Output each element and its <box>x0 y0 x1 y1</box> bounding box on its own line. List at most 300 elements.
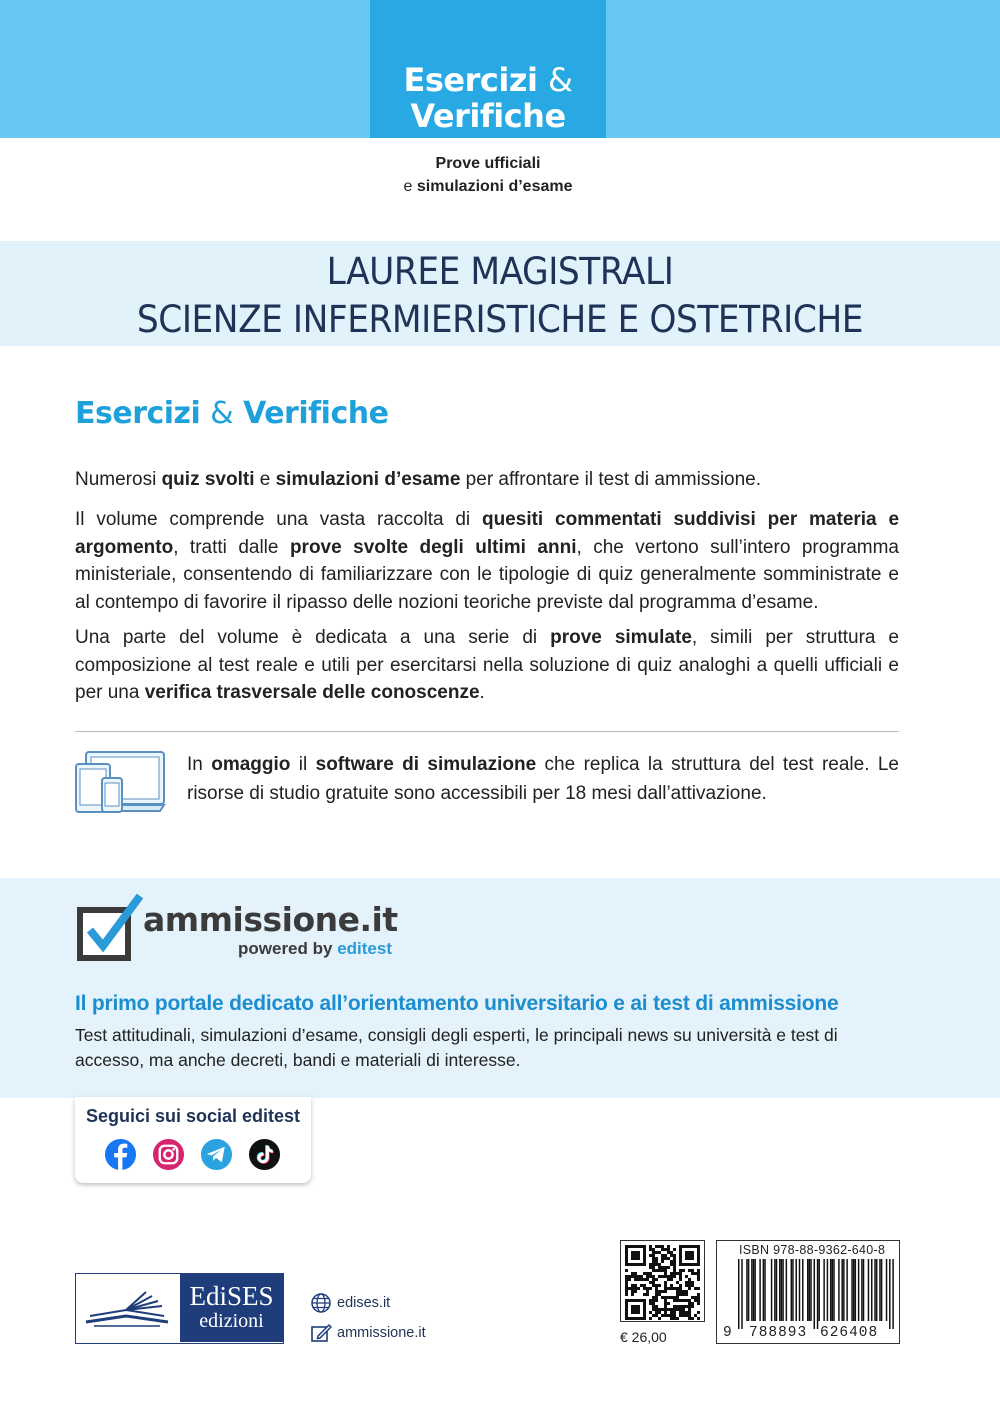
qr-module <box>682 1290 685 1293</box>
barcode-bar <box>861 1259 862 1321</box>
qr-module <box>661 1266 664 1269</box>
qr-module <box>670 1296 673 1299</box>
series-subtitle: Prove ufficiali e simulazioni d’esame <box>403 155 573 195</box>
qr-module <box>652 1260 655 1263</box>
devices-icon <box>74 750 166 814</box>
qr-module <box>655 1299 658 1302</box>
qr-module <box>682 1314 685 1317</box>
qr-module <box>658 1269 661 1272</box>
qr-module <box>676 1317 679 1320</box>
barcode-digit-0: 9 <box>723 1325 732 1341</box>
qr-module <box>688 1269 691 1272</box>
barcode-bar <box>827 1259 828 1321</box>
qr-module <box>661 1290 664 1293</box>
qr-module <box>643 1272 646 1275</box>
qr-module <box>664 1287 667 1290</box>
qr-module <box>679 1278 682 1281</box>
barcode-bars <box>738 1259 894 1329</box>
qr-module <box>643 1293 646 1296</box>
barcode-bar <box>799 1259 800 1321</box>
barcode-bar <box>817 1259 818 1329</box>
qr-module <box>655 1308 658 1311</box>
qr-module <box>655 1278 658 1281</box>
barcode-bar <box>843 1259 844 1321</box>
qr-module <box>649 1272 652 1275</box>
barcode-bar <box>881 1259 882 1321</box>
qr-module <box>652 1269 655 1272</box>
qr-module <box>673 1317 676 1320</box>
book-title-line1: LAUREE MAGISTRALI <box>326 250 674 293</box>
software-gift-text: In omaggio il software di simulazione che replica la struttura del test reale. Le risorse di studio gratuite sono accessibili per 18 mesi dall’attivazione. <box>187 754 899 804</box>
isbn-label: ISBN 978-88-9362-640-8 <box>739 1243 886 1257</box>
qr-module <box>658 1251 661 1254</box>
qr-module <box>673 1257 676 1260</box>
qr-module <box>688 1302 691 1305</box>
qr-module <box>688 1314 691 1317</box>
barcode-bar <box>818 1259 819 1321</box>
portal-description: Test attitudinali, simulazioni d’esame, consigli degli esperti, le principali news su università e test di accesso, ma anche decreti, bandi e materiali di interesse. <box>75 1025 838 1070</box>
qr-module <box>649 1287 652 1290</box>
qr-code-pattern <box>621 1241 704 1321</box>
qr-module <box>697 1287 700 1290</box>
qr-module <box>685 1281 688 1284</box>
powered-by: powered by editest <box>238 939 392 958</box>
qr-module <box>679 1284 682 1287</box>
qr-module <box>679 1305 682 1308</box>
qr-module <box>679 1308 682 1311</box>
qr-module <box>667 1257 670 1260</box>
description-paragraph-1: Numerosi quiz svolti e simulazioni d’esame per affrontare il test di ammissione. <box>75 469 762 490</box>
barcode-bar <box>830 1259 831 1321</box>
qr-module <box>679 1275 682 1278</box>
edises-logo <box>75 1273 284 1344</box>
qr-module <box>649 1281 652 1284</box>
barcode-bar <box>876 1259 877 1321</box>
qr-module <box>652 1263 655 1266</box>
barcode-bar <box>741 1259 742 1329</box>
qr-module <box>679 1314 682 1317</box>
barcode-bar <box>781 1259 782 1321</box>
portal-name: ammissione.it <box>143 900 398 939</box>
section-heading: Esercizi & Verifiche <box>75 396 389 431</box>
qr-module <box>667 1266 670 1269</box>
qr-module <box>634 1290 637 1293</box>
qr-module <box>649 1317 652 1320</box>
qr-module <box>652 1278 655 1281</box>
barcode-bar <box>738 1259 739 1329</box>
qr-module <box>646 1275 649 1278</box>
qr-module <box>688 1281 691 1284</box>
qr-module <box>643 1278 646 1281</box>
qr-module <box>679 1293 682 1296</box>
qr-module <box>655 1290 658 1293</box>
qr-module <box>655 1257 658 1260</box>
qr-module <box>673 1272 676 1275</box>
qr-module <box>625 1275 628 1278</box>
qr-module <box>652 1281 655 1284</box>
qr-module <box>688 1278 691 1281</box>
qr-module <box>670 1260 673 1263</box>
qr-module <box>628 1287 631 1290</box>
qr-module <box>655 1293 658 1296</box>
qr-module <box>640 1284 643 1287</box>
qr-module <box>658 1275 661 1278</box>
qr-module <box>649 1254 652 1257</box>
barcode-bar <box>841 1259 842 1321</box>
qr-module <box>688 1311 691 1314</box>
qr-module <box>649 1248 652 1251</box>
qr-module <box>667 1296 670 1299</box>
qr-module <box>634 1284 637 1287</box>
qr-module <box>673 1275 676 1278</box>
qr-module <box>697 1293 700 1296</box>
qr-module <box>688 1317 691 1320</box>
qr-module <box>670 1287 673 1290</box>
qr-module <box>655 1287 658 1290</box>
section-divider <box>75 731 899 732</box>
tiktok-icon[interactable] <box>248 1138 281 1171</box>
qr-finder <box>685 1251 694 1260</box>
qr-module <box>646 1293 649 1296</box>
qr-module <box>670 1314 673 1317</box>
qr-module <box>643 1284 646 1287</box>
facebook-icon[interactable] <box>104 1138 137 1171</box>
qr-module <box>661 1254 664 1257</box>
qr-module <box>664 1308 667 1311</box>
qr-module <box>655 1284 658 1287</box>
qr-module <box>691 1281 694 1284</box>
qr-module <box>631 1275 634 1278</box>
qr-module <box>679 1269 682 1272</box>
qr-module <box>685 1311 688 1314</box>
qr-module <box>673 1296 676 1299</box>
qr-module <box>649 1302 652 1305</box>
globe-icon <box>310 1292 332 1314</box>
barcode-bar <box>792 1259 793 1321</box>
barcode-bar <box>791 1259 792 1321</box>
qr-module <box>685 1299 688 1302</box>
qr-module <box>667 1248 670 1251</box>
qr-module <box>697 1278 700 1281</box>
qr-module <box>676 1305 679 1308</box>
qr-module <box>688 1305 691 1308</box>
qr-module <box>676 1287 679 1290</box>
barcode-bar <box>795 1259 796 1321</box>
qr-module <box>685 1284 688 1287</box>
qr-module <box>652 1284 655 1287</box>
qr-module <box>688 1299 691 1302</box>
qr-module <box>664 1302 667 1305</box>
qr-module <box>670 1251 673 1254</box>
qr-module <box>688 1284 691 1287</box>
qr-module <box>652 1308 655 1311</box>
qr-module <box>664 1305 667 1308</box>
barcode-bar <box>855 1259 856 1321</box>
book-title-line2: SCIENZE INFERMIERISTICHE E OSTETRICHE <box>136 298 864 341</box>
edises-wordmark: EdiSES edizioni <box>180 1274 283 1342</box>
qr-module <box>664 1299 667 1302</box>
portal-headline: Il primo portale dedicato all’orientamento universitario e ai test di ammissione <box>75 992 839 1015</box>
qr-module <box>658 1284 661 1287</box>
qr-module <box>646 1278 649 1281</box>
barcode-bar <box>782 1259 783 1321</box>
qr-module <box>655 1251 658 1254</box>
qr-module <box>646 1287 649 1290</box>
qr-module <box>670 1263 673 1266</box>
qr-module <box>673 1248 676 1251</box>
qr-module <box>670 1317 673 1320</box>
qr-module <box>655 1269 658 1272</box>
qr-module <box>649 1275 652 1278</box>
qr-module <box>676 1290 679 1293</box>
instagram-icon[interactable] <box>152 1138 185 1171</box>
qr-module <box>637 1278 640 1281</box>
qr-module <box>664 1248 667 1251</box>
open-book-icon <box>80 1282 176 1334</box>
qr-module <box>673 1299 676 1302</box>
qr-module <box>628 1278 631 1281</box>
qr-module <box>682 1269 685 1272</box>
barcode-bar <box>851 1259 852 1321</box>
qr-module <box>652 1296 655 1299</box>
barcode-bar <box>871 1259 872 1321</box>
barcode-bar <box>853 1259 854 1321</box>
barcode-bar <box>753 1259 754 1321</box>
qr-module <box>655 1263 658 1266</box>
qr-module <box>682 1305 685 1308</box>
qr-module <box>697 1317 700 1320</box>
qr-module <box>649 1266 652 1269</box>
barcode-bar <box>846 1259 847 1321</box>
qr-module <box>664 1257 667 1260</box>
qr-module <box>694 1314 697 1317</box>
barcode-bar <box>814 1259 815 1329</box>
qr-finder <box>631 1305 640 1314</box>
barcode-bar <box>774 1259 775 1321</box>
barcode-bar <box>868 1259 869 1321</box>
qr-module <box>685 1275 688 1278</box>
qr-module <box>691 1284 694 1287</box>
qr-module <box>661 1275 664 1278</box>
qr-module <box>658 1245 661 1248</box>
barcode-bar <box>764 1259 765 1321</box>
barcode-bar <box>754 1259 755 1321</box>
barcode-bar <box>771 1259 772 1321</box>
barcode-bar <box>779 1259 780 1321</box>
series-logo-line1: Esercizi & <box>403 61 573 99</box>
qr-module <box>697 1269 700 1272</box>
qr-module <box>652 1299 655 1302</box>
qr-module <box>646 1290 649 1293</box>
qr-module <box>679 1290 682 1293</box>
qr-module <box>652 1305 655 1308</box>
qr-module <box>679 1299 682 1302</box>
qr-module <box>661 1248 664 1251</box>
qr-module <box>697 1311 700 1314</box>
qr-module <box>688 1308 691 1311</box>
qr-module <box>661 1245 664 1248</box>
qr-module <box>679 1311 682 1314</box>
qr-module <box>655 1245 658 1248</box>
qr-module <box>661 1257 664 1260</box>
qr-module <box>691 1272 694 1275</box>
qr-module <box>631 1290 634 1293</box>
qr-module <box>694 1272 697 1275</box>
qr-module <box>664 1254 667 1257</box>
qr-module <box>673 1308 676 1311</box>
barcode <box>716 1240 900 1344</box>
qr-module <box>652 1254 655 1257</box>
qr-module <box>664 1272 667 1275</box>
qr-module <box>685 1305 688 1308</box>
qr-module <box>655 1260 658 1263</box>
barcode-bar <box>759 1259 760 1321</box>
qr-module <box>652 1275 655 1278</box>
qr-module <box>685 1290 688 1293</box>
series-logo-line2: Verifiche <box>410 97 566 135</box>
qr-module <box>673 1254 676 1257</box>
qr-module <box>673 1269 676 1272</box>
qr-module <box>682 1308 685 1311</box>
qr-module <box>631 1272 634 1275</box>
qr-module <box>697 1302 700 1305</box>
qr-module <box>664 1284 667 1287</box>
qr-module <box>658 1308 661 1311</box>
qr-module <box>634 1287 637 1290</box>
qr-module <box>676 1308 679 1311</box>
qr-module <box>658 1293 661 1296</box>
barcode-bar <box>863 1259 864 1321</box>
qr-finder <box>631 1251 640 1260</box>
barcode-bar <box>874 1259 875 1321</box>
qr-module <box>697 1299 700 1302</box>
qr-module <box>652 1257 655 1260</box>
qr-module <box>673 1263 676 1266</box>
qr-module <box>631 1287 634 1290</box>
barcode-bar <box>892 1259 893 1329</box>
qr-module <box>676 1272 679 1275</box>
qr-module <box>649 1299 652 1302</box>
qr-module <box>676 1296 679 1299</box>
qr-module <box>694 1299 697 1302</box>
qr-module <box>655 1311 658 1314</box>
qr-module <box>664 1290 667 1293</box>
barcode-bar <box>786 1259 787 1321</box>
qr-module <box>631 1293 634 1296</box>
qr-module <box>649 1245 652 1248</box>
barcode-bar <box>838 1259 839 1321</box>
qr-module <box>685 1293 688 1296</box>
description-paragraph-3: Una parte del volume è dedicata a una serie di prove simulate, simili per struttura e composizione al test reale e utili per esercitarsi nella soluzione di quiz analoghi a quelli ufficiali e per una verifica trasversale delle conoscenze. <box>75 627 899 703</box>
checkbox-logo-icon <box>76 892 146 964</box>
qr-module <box>661 1269 664 1272</box>
qr-module <box>625 1281 628 1284</box>
barcode-bar <box>833 1259 834 1321</box>
barcode-bar <box>858 1259 859 1321</box>
qr-module <box>625 1293 628 1296</box>
qr-module <box>646 1272 649 1275</box>
barcode-bar <box>889 1259 890 1329</box>
qr-module <box>691 1296 694 1299</box>
barcode-bar <box>810 1259 811 1321</box>
qr-module <box>682 1299 685 1302</box>
price: € 26,00 <box>620 1329 667 1345</box>
qr-module <box>667 1287 670 1290</box>
qr-module <box>655 1314 658 1317</box>
qr-module <box>691 1269 694 1272</box>
qr-module <box>685 1314 688 1317</box>
barcode-bar <box>776 1259 777 1321</box>
qr-module <box>649 1311 652 1314</box>
qr-module <box>682 1293 685 1296</box>
qr-module <box>649 1263 652 1266</box>
qr-module <box>664 1269 667 1272</box>
qr-module <box>670 1311 673 1314</box>
qr-module <box>658 1263 661 1266</box>
qr-module <box>670 1272 673 1275</box>
qr-module <box>691 1305 694 1308</box>
qr-module <box>625 1287 628 1290</box>
qr-module <box>661 1260 664 1263</box>
qr-module <box>637 1287 640 1290</box>
qr-module <box>628 1275 631 1278</box>
barcode-bar <box>879 1259 880 1321</box>
qr-module <box>670 1308 673 1311</box>
barcode-bar <box>807 1259 808 1321</box>
qr-module <box>667 1302 670 1305</box>
qr-module <box>664 1296 667 1299</box>
qr-module <box>661 1296 664 1299</box>
qr-module <box>640 1278 643 1281</box>
qr-module <box>667 1308 670 1311</box>
qr-module <box>667 1275 670 1278</box>
qr-module <box>682 1311 685 1314</box>
qr-module <box>667 1251 670 1254</box>
qr-module <box>667 1314 670 1317</box>
qr-module <box>691 1317 694 1320</box>
qr-module <box>694 1287 697 1290</box>
qr-module <box>652 1266 655 1269</box>
telegram-icon[interactable] <box>200 1138 233 1171</box>
qr-module <box>676 1293 679 1296</box>
qr-module <box>661 1314 664 1317</box>
qr-module <box>643 1287 646 1290</box>
qr-module <box>664 1281 667 1284</box>
qr-module <box>625 1269 628 1272</box>
barcode-bar <box>832 1259 833 1321</box>
qr-module <box>670 1254 673 1257</box>
qr-module <box>658 1290 661 1293</box>
barcode-bar <box>823 1259 824 1321</box>
series-logo <box>370 0 606 138</box>
qr-module <box>631 1284 634 1287</box>
qr-module <box>655 1296 658 1299</box>
qr-module <box>652 1248 655 1251</box>
qr-module <box>637 1275 640 1278</box>
qr-module <box>697 1296 700 1299</box>
qr-module <box>673 1314 676 1317</box>
qr-code <box>620 1240 705 1322</box>
qr-module <box>658 1311 661 1314</box>
qr-module <box>673 1260 676 1263</box>
qr-module <box>670 1275 673 1278</box>
barcode-group-1: 788893 <box>749 1325 808 1341</box>
qr-module <box>667 1278 670 1281</box>
barcode-bar <box>746 1259 747 1321</box>
social-card <box>75 1097 311 1183</box>
qr-module <box>676 1299 679 1302</box>
barcode-bar <box>802 1259 803 1321</box>
